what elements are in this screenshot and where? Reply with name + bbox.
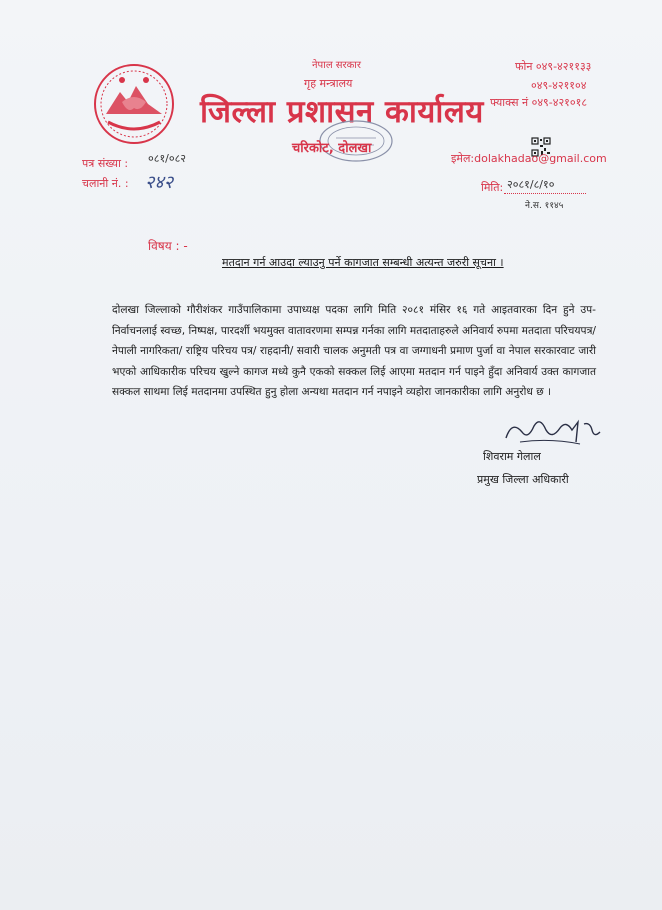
phone-line-2: ०४९-४२११०४ bbox=[531, 79, 587, 92]
ministry-name: गृह मन्त्रालय bbox=[304, 77, 353, 90]
date-label: मिति: bbox=[481, 181, 504, 194]
office-place: चरिकोट, दोलखा bbox=[292, 141, 372, 156]
signature bbox=[500, 412, 610, 448]
nepal-emblem-logo bbox=[92, 62, 176, 146]
office-title: जिल्ला प्रशासन कार्यालय bbox=[200, 94, 484, 130]
nepal-sambat-date: ने.स. ११४५ bbox=[525, 201, 564, 211]
chalani-value: २४२ bbox=[145, 172, 174, 193]
phone-line-1: फोन ०४९-४२११३३ bbox=[515, 60, 592, 73]
patra-sankhya-label: पत्र संख्या : bbox=[82, 157, 129, 170]
subject-text: मतदान गर्न आउदा ल्याउनु पर्ने कागजात सम्बन्धी अत्यन्त जरुरी सूचना । bbox=[222, 256, 504, 269]
chalani-label: चलानी नं. : bbox=[82, 177, 129, 190]
body-paragraph: दोलखा जिल्लाको गौरीशंकर गाउँपालिकामा उपाध्यक्ष पदका लागि मिति २०८१ मंसिर १६ गते आइतवारका दिन हुने उप-निर्वाचनलाई स्वच्छ, निष्पक्ष, पारदर्शी भयमुक्त वातावरणमा सम्पन्न गर्नका लागि मतदाताहरुले अनिवार्य रुपमा मतदाता परिचयपत्र/नेपाली नागरिकता/ राष्ट्रिय परिचय पत्र/ राहदानी/ सवारी चालक अनुमती पत्र वा जग्गाधनी प्रमाण पुर्जा वा नेपाल सरकारवाट जारी भएको आधिकारीक परिचय खुल्ने कागज मध्ये कुनै एकको सक्कल लिई आएमा मतदान गर्न पाइने हुँदा अनिवार्य उक्त कागजात सक्कल साथमा लिई मतदानमा उपस्थित हुनु होला अन्यथा मतदान गर्न नपाइने व्यहोरा जानकारीका लागि अनुरोध छ । bbox=[112, 304, 596, 398]
patra-sankhya-value: ०८१/०८२ bbox=[148, 152, 187, 165]
fax-number: फ्याक्स नं ०४९-४२१०१८ bbox=[490, 96, 588, 109]
date-value: २०८१/८/१० bbox=[507, 178, 555, 191]
email-address: इमेल:dolakhadao@gmail.com bbox=[451, 152, 607, 165]
signatory-name: शिवराम गेलाल bbox=[483, 450, 541, 463]
signatory-title: प्रमुख जिल्ला अधिकारी bbox=[477, 473, 569, 486]
subject-label: विषय : - bbox=[148, 239, 188, 253]
date-underline bbox=[504, 193, 586, 194]
government-name: नेपाल सरकार bbox=[312, 60, 361, 71]
